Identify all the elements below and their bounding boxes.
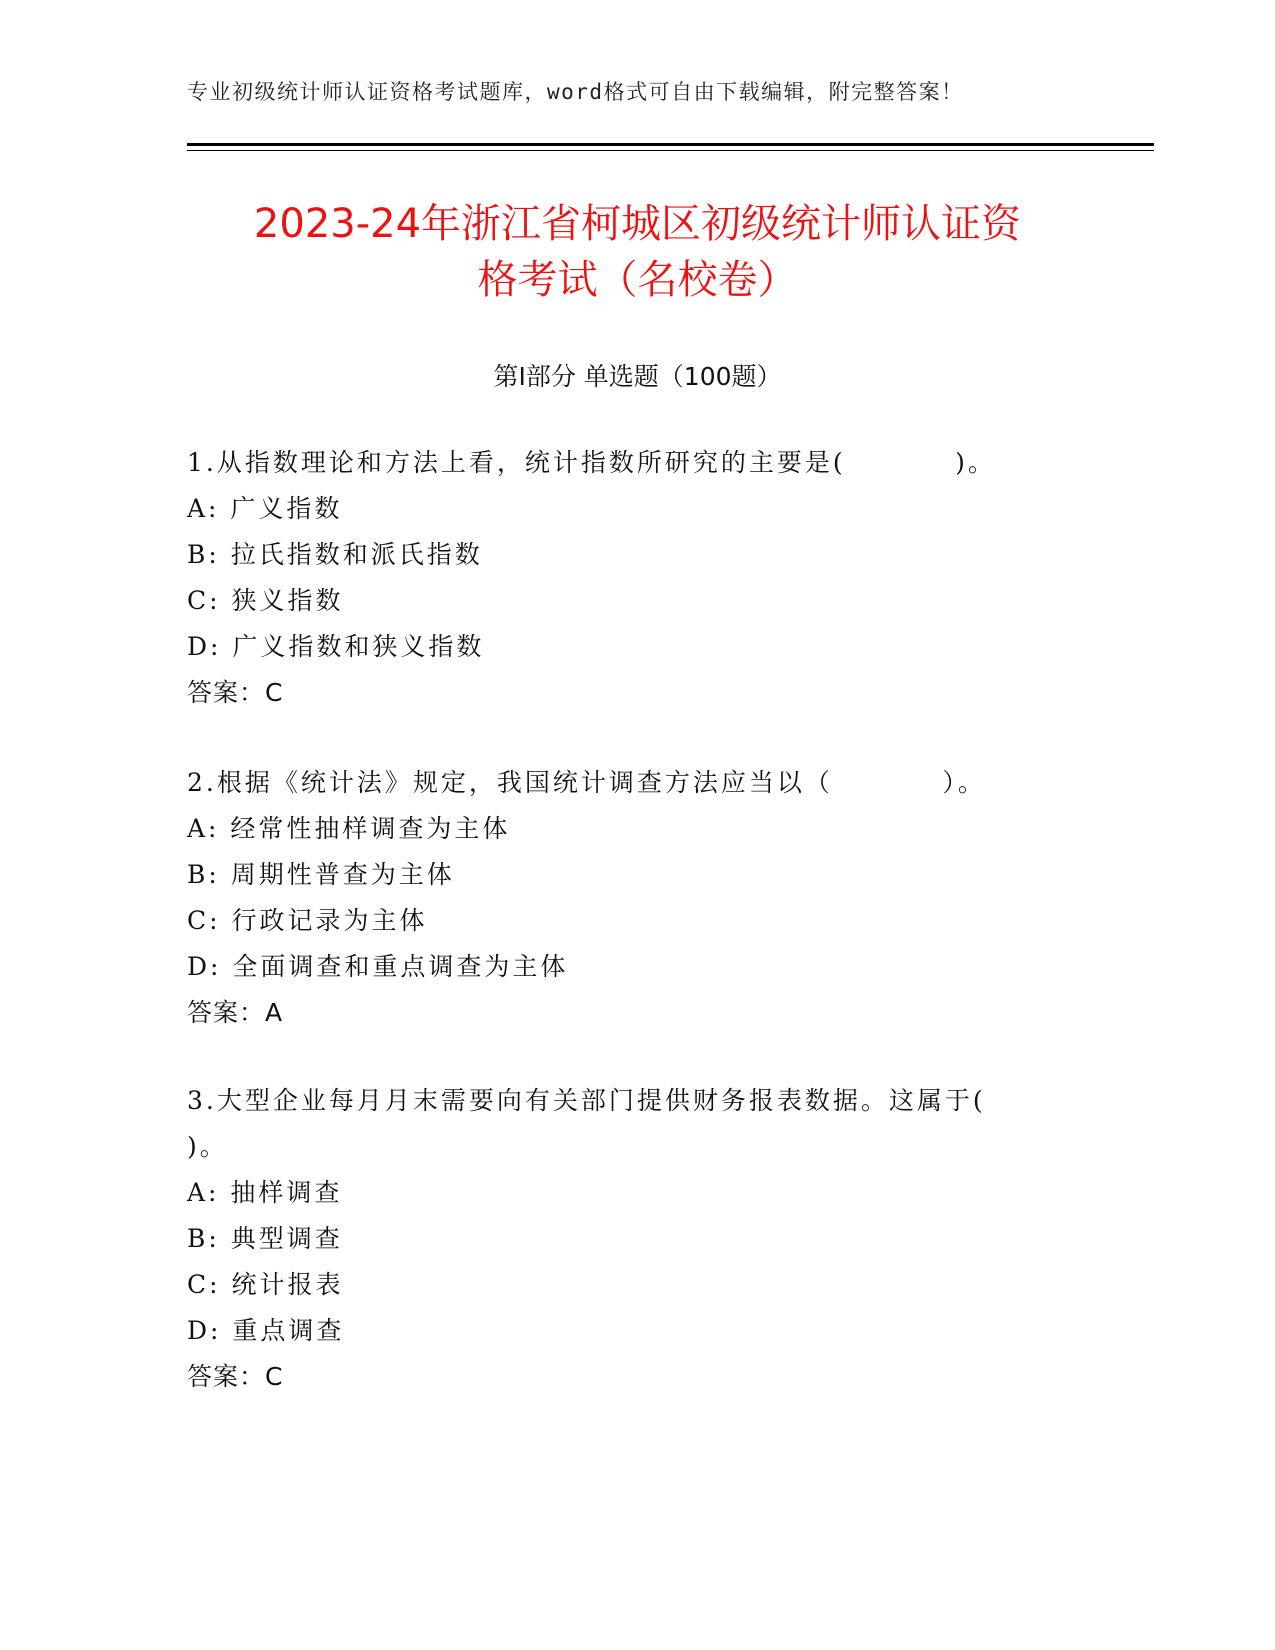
option-b: B: 周期性普查为主体 bbox=[187, 860, 455, 889]
option-d: D: 重点调查 bbox=[187, 1316, 345, 1345]
header-rule-thick bbox=[187, 143, 1154, 146]
option-c: C: 统计报表 bbox=[187, 1270, 344, 1299]
option-d: D: 广义指数和狭义指数 bbox=[187, 632, 485, 661]
option-d: D: 全面调查和重点调查为主体 bbox=[187, 952, 569, 981]
option-a: A: 广义指数 bbox=[187, 494, 343, 523]
answer: 答案：C bbox=[187, 1362, 284, 1391]
document-title bbox=[187, 196, 1088, 308]
option-c: C: 行政记录为主体 bbox=[187, 906, 428, 935]
section-heading: 第Ⅰ部分 单选题（100题） bbox=[493, 362, 782, 391]
title-line-1: 2023-24年浙江省柯城区初级统计师认证资 bbox=[253, 201, 1022, 247]
option-a: A: 经常性抽样调查为主体 bbox=[187, 814, 511, 843]
question-2 bbox=[187, 760, 1067, 1036]
question-stem: 2.根据《统计法》规定，我国统计调查方法应当以（ ）。 bbox=[187, 768, 986, 797]
header-rule-thin bbox=[187, 150, 1154, 151]
question-3 bbox=[187, 1078, 1067, 1400]
title-line-2: 格考试（名校卷） bbox=[477, 257, 798, 303]
header-note: 专业初级统计师认证资格考试题库，word格式可自由下载编辑，附完整答案！ bbox=[187, 80, 964, 104]
option-b: B: 拉氏指数和派氏指数 bbox=[187, 540, 483, 569]
option-a: A: 抽样调查 bbox=[187, 1178, 343, 1207]
question-stem: 1.从指数理论和方法上看，统计指数所研究的主要是( )。 bbox=[187, 448, 996, 477]
option-b: B: 典型调查 bbox=[187, 1224, 343, 1253]
answer: 答案：C bbox=[187, 678, 284, 707]
question-1 bbox=[187, 440, 1067, 716]
question-stem: 3.大型企业每月月末需要向有关部门提供财务报表数据。这属于( )。 bbox=[187, 1086, 986, 1161]
answer: 答案：A bbox=[187, 998, 284, 1027]
option-c: C: 狭义指数 bbox=[187, 586, 344, 615]
